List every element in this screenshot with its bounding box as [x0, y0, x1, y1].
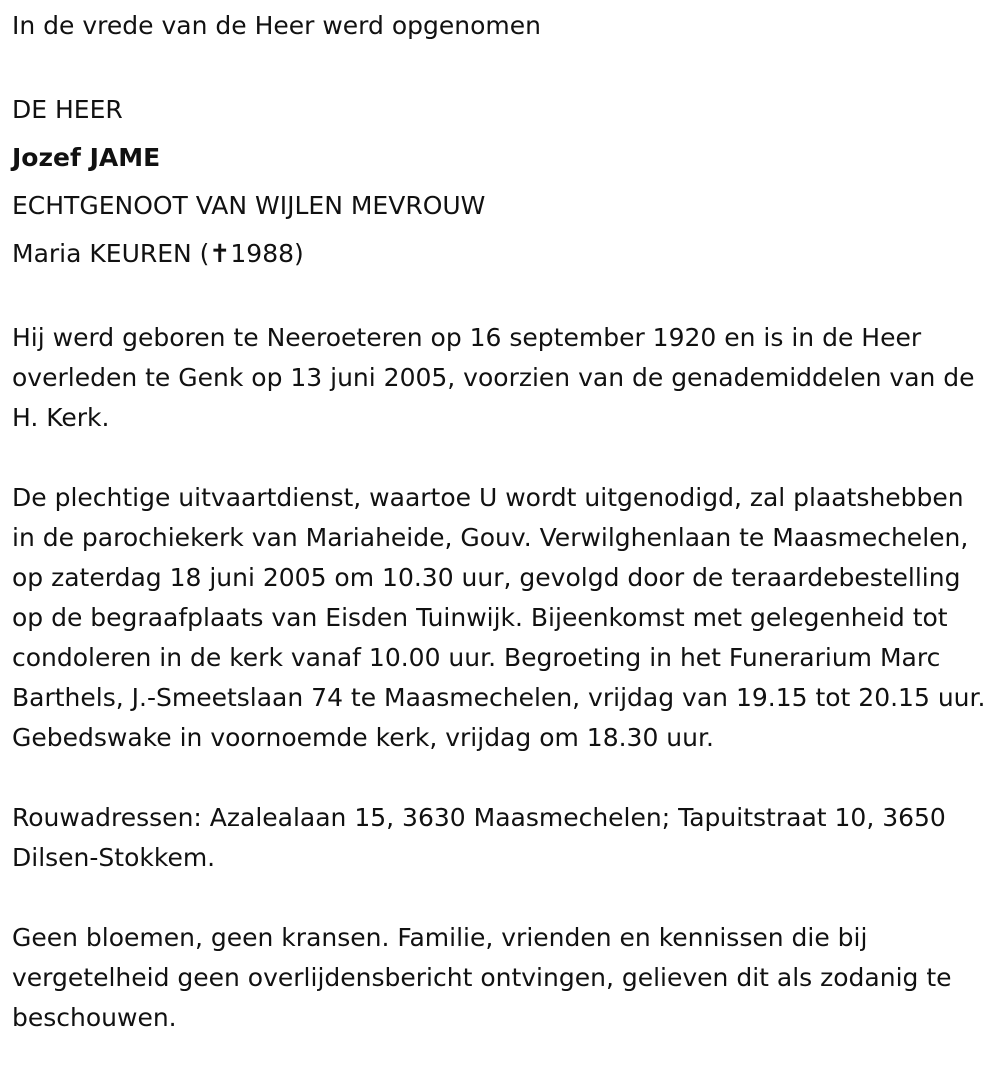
deceased-name: Jozef JAME	[12, 143, 161, 172]
funeral-paragraph: De plechtige uitvaartdienst, waartoe U wordt uitgenodigd, zal plaatshebben in de parochiekerk van Mariaheide, Gouv. Verwilghenlaan te Maasmechelen, op zaterdag 18 juni 2005 om 10.30 uur, gevolgd door de teraardebestelling op de begraafplaats van Eisden Tuinwijk. Bijeenkomst met gelegenheid tot condoleren in de kerk vanaf 10.00 uur. Begroeting in het Funerarium Marc Barthels, J.-Smeetslaan 74 te Maasmechelen, vrijdag van 19.15 tot 20.15 uur. Gebedswake in voornoemde kerk, vrijdag om 18.30 uur.	[12, 483, 986, 752]
addresses-paragraph: Rouwadressen: Azalealaan 15, 3630 Maasmechelen; Tapuitstraat 10, 3650 Dilsen-Stokkem.	[12, 803, 946, 872]
intro-line: In de vrede van de Heer werd opgenomen	[12, 11, 541, 40]
birth-death-paragraph: Hij werd geboren te Neeroeteren op 16 september 1920 en is in de Heer overleden te Genk op 13 juni 2005, voorzien van de genademiddelen van de H. Kerk.	[12, 323, 975, 432]
spacer	[12, 438, 988, 478]
spacer	[12, 758, 988, 798]
obituary-notice	[12, 6, 988, 1038]
spacer	[12, 46, 988, 86]
honorific: DE HEER	[12, 95, 123, 124]
relation-line: ECHTGENOOT VAN WIJLEN MEVROUW	[12, 191, 486, 220]
spacer	[12, 278, 988, 318]
closing-paragraph: Geen bloemen, geen kransen. Familie, vrienden en kennissen die bij vergetelheid geen overlijdensbericht ontvingen, gelieven dit als zodanig te beschouwen.	[12, 923, 952, 1032]
spouse-line: Maria KEUREN (✝1988)	[12, 239, 304, 268]
spacer	[12, 878, 988, 918]
